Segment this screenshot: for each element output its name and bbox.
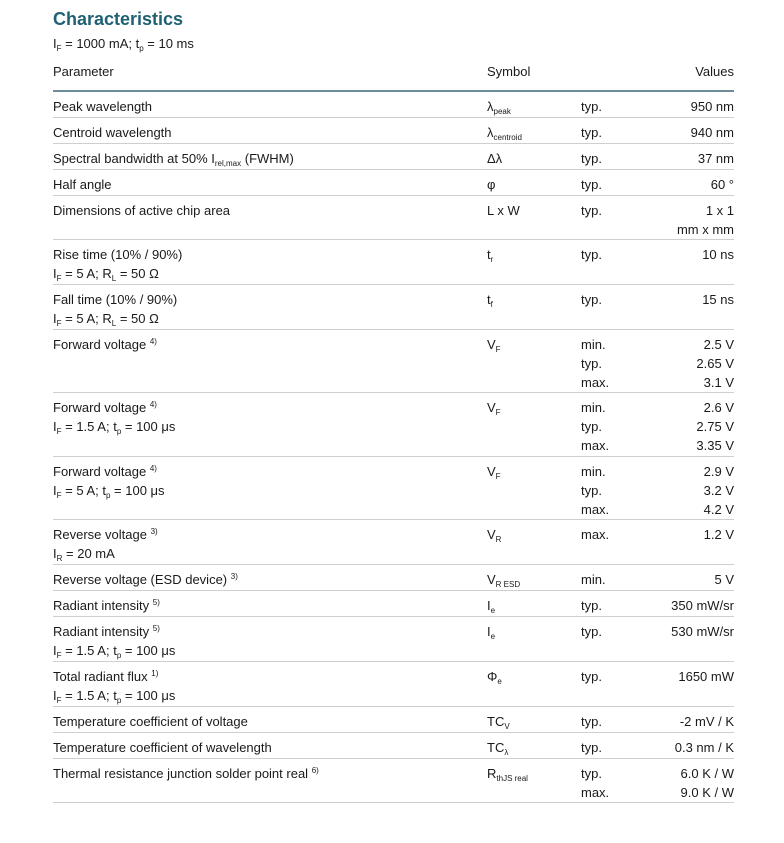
symbol-subscript: centroid [493, 133, 522, 142]
symbol-subscript: thJS real [496, 774, 528, 783]
table-row [53, 457, 734, 520]
type-cell: typ. [581, 151, 602, 166]
type-cell: typ. [581, 740, 602, 755]
parameter-cell: Reverse voltage (ESD device) $^{3)}$ [53, 572, 238, 587]
value-cell: 1 x 1 mm x mm [676, 203, 734, 237]
condition-text: $I_F = 5$ A; $R_L = 50$ Ω [53, 266, 159, 283]
footnote-ref: 4) [149, 464, 157, 473]
condition-subscript: L [111, 319, 117, 328]
table-row [53, 170, 734, 196]
value-cell: 2.6 V 2.75 V 3.35 V [696, 400, 734, 453]
symbol-cell: $R_{thJS real}$ [487, 766, 528, 783]
symbol-cell: $V_F$ [487, 464, 501, 481]
header-symbol: Symbol [487, 64, 531, 79]
value-cell: -2 mV / K [679, 714, 734, 729]
header-values: Values [695, 64, 734, 79]
condition-subscript: p [116, 651, 122, 660]
symbol-subscript: R [495, 535, 502, 544]
condition-subscript: F [56, 491, 62, 500]
symbol-cell: $TC_V$ [487, 714, 510, 731]
condition-subscript: p [105, 491, 111, 500]
symbol-cell: $\Phi_e$ [487, 669, 502, 686]
symbol-subscript: λ [504, 748, 509, 757]
value-cell: 2.5 V 2.65 V 3.1 V [696, 337, 734, 390]
table-row [53, 759, 734, 803]
condition-subscript: L [111, 274, 117, 283]
type-cell: min. [581, 572, 606, 587]
parameter-cell: Spectral bandwidth at 50% $I_{rel,max}$ (FWHM) [53, 151, 294, 168]
value-cell: 940 nm [690, 125, 734, 140]
symbol-cell: $TC_\lambda$ [487, 740, 509, 757]
condition-text: $I_F = 5$ A; $t_p = 100$ μs [53, 483, 165, 500]
type-cell: typ. [581, 669, 602, 684]
table-row [53, 617, 734, 662]
type-cell: typ. [581, 177, 602, 192]
symbol-cell: $\lambda_{peak}$ [487, 99, 511, 116]
value-cell: 10 ns [702, 247, 734, 262]
header-parameter: Parameter [53, 64, 114, 79]
condition-subscript: F [56, 696, 62, 705]
symbol-cell: $V_{R ESD}$ [487, 572, 521, 589]
value-cell: 0.3 nm / K [674, 740, 734, 755]
condition-subscript: F [56, 319, 62, 328]
symbol-cell: $\lambda_{centroid}$ [487, 125, 522, 142]
type-cell: min. typ. max. [581, 337, 610, 390]
table-row [53, 393, 734, 457]
symbol-cell: L x W [487, 203, 520, 218]
table-body [53, 92, 734, 803]
value-cell: 2.9 V 3.2 V 4.2 V [703, 464, 734, 517]
table-row [53, 285, 734, 330]
symbol-cell: $V_F$ [487, 337, 501, 354]
value-cell: 37 nm [697, 151, 734, 166]
symbol-subscript: R ESD [495, 580, 521, 589]
type-cell: typ. [581, 292, 602, 307]
symbol-cell: $I_e$ [487, 624, 496, 641]
table-row [53, 591, 734, 617]
type-cell: max. [581, 527, 610, 542]
parameter-cell: Forward voltage $^{4)}$ $I_F = 5$ A; $t_p = 100$ μs [53, 464, 165, 500]
symbol-cell: $V_R$ [487, 527, 502, 544]
symbol-subscript: e [490, 606, 496, 615]
type-cell: min. typ. max. [581, 464, 610, 517]
symbol-subscript: V [504, 722, 510, 731]
parameter-cell: Forward voltage $^{4)}$ $I_F = 1.5$ A; $t_p = 100$ μs [53, 400, 176, 436]
footnote-ref: 5) [152, 598, 160, 607]
parameter-cell: Half angle [53, 177, 112, 192]
condition-text: $I_F = 1.5$ A; $t_p = 100$ μs [53, 419, 176, 436]
symbol-cell: $t_r$ [487, 247, 494, 264]
symbol-subscript: peak [493, 107, 511, 116]
value-cell: 530 mW/sr [671, 624, 734, 639]
type-cell: typ. max. [581, 766, 610, 800]
footnote-ref: 6) [311, 766, 319, 775]
type-cell: typ. [581, 247, 602, 262]
footnote-ref: 3) [230, 572, 238, 581]
symbol-subscript: e [497, 677, 502, 686]
footnote-ref: 1) [151, 669, 159, 678]
table-header [53, 62, 734, 92]
symbol-cell: $t_f$ [487, 292, 493, 309]
test-conditions: $I_F = 1000$ mA; $t_p = 10$ ms [53, 36, 194, 53]
value-cell: 5 V [714, 572, 734, 587]
value-cell: 6.0 K / W 9.0 K / W [680, 766, 734, 800]
symbol-cell: Δλ [487, 151, 503, 166]
condition-subscript: F [56, 427, 62, 436]
footnote-ref: 5) [152, 624, 160, 633]
footnote-ref: 4) [149, 400, 157, 409]
condition-subscript: F [56, 651, 62, 660]
parameter-subscript: rel,max [214, 159, 242, 168]
footnote-ref: 4) [149, 337, 157, 346]
condition-subscript: p [116, 427, 122, 436]
table-row [53, 733, 734, 759]
symbol-subscript: F [495, 345, 501, 354]
characteristics-table [53, 62, 734, 803]
table-row [53, 330, 734, 393]
parameter-cell: Forward voltage $^{4)}$ [53, 337, 157, 352]
table-row [53, 196, 734, 240]
symbol-subscript: F [495, 472, 501, 481]
type-cell: min. typ. max. [581, 400, 610, 453]
symbol-cell: $V_F$ [487, 400, 501, 417]
condition-text: $I_F = 1.5$ A; $t_p = 100$ μs [53, 643, 176, 660]
parameter-cell: Rise time (10% / 90%) $I_F = 5$ A; $R_L = 50$ Ω [53, 247, 183, 283]
condition-text: $I_F = 5$ A; $R_L = 50$ Ω [53, 311, 159, 328]
parameter-cell: Reverse voltage $^{3)}$ $I_R = 20$ mA [53, 527, 158, 563]
type-cell: typ. [581, 125, 602, 140]
type-cell: typ. [581, 203, 602, 218]
value-cell: 1.2 V [703, 527, 734, 542]
table-row [53, 520, 734, 565]
parameter-cell: Radiant intensity $^{5)}$ $I_F = 1.5$ A; $t_p = 100$ μs [53, 624, 176, 660]
table-row [53, 240, 734, 285]
table-row [53, 118, 734, 144]
symbol-subscript: f [490, 300, 493, 309]
condition-text: $I_R = 20$ mA [53, 546, 115, 563]
parameter-cell: Thermal resistance junction solder point real $^{6)}$ [53, 766, 319, 781]
type-cell: typ. [581, 624, 602, 639]
table-row [53, 707, 734, 733]
parameter-cell: Temperature coefficient of wavelength [53, 740, 272, 755]
table-row [53, 565, 734, 591]
parameter-cell: Temperature coefficient of voltage [53, 714, 248, 729]
type-cell: typ. [581, 598, 602, 613]
parameter-cell: Centroid wavelength [53, 125, 172, 140]
table-row [53, 662, 734, 707]
parameter-cell: Peak wavelength [53, 99, 153, 114]
parameter-cell: Radiant intensity $^{5)}$ [53, 598, 160, 613]
page-title: Characteristics [53, 9, 184, 29]
parameter-cell: Total radiant flux $^{1)}$ $I_F = 1.5$ A; $t_p = 100$ μs [53, 669, 176, 705]
condition-subscript: F [56, 274, 62, 283]
type-cell: typ. [581, 99, 602, 114]
table-row [53, 144, 734, 170]
parameter-cell: Dimensions of active chip area [53, 203, 231, 218]
condition-subscript: R [56, 554, 63, 563]
value-cell: 1650 mW [678, 669, 734, 684]
value-cell: 950 nm [690, 99, 734, 114]
value-cell: 350 mW/sr [671, 598, 734, 613]
value-cell: 15 ns [702, 292, 734, 307]
condition-text: $I_F = 1.5$ A; $t_p = 100$ μs [53, 688, 176, 705]
table-row [53, 92, 734, 118]
type-cell: typ. [581, 714, 602, 729]
value-cell: 60 ° [710, 177, 734, 192]
symbol-cell: φ [487, 177, 496, 192]
symbol-subscript: r [490, 255, 494, 264]
symbol-subscript: e [490, 632, 496, 641]
parameter-cell: Fall time (10% / 90%) $I_F = 5$ A; $R_L = 50$ Ω [53, 292, 178, 328]
footnote-ref: 3) [150, 527, 158, 536]
symbol-subscript: F [495, 408, 501, 417]
symbol-cell: $I_e$ [487, 598, 496, 615]
condition-subscript: p [116, 696, 122, 705]
